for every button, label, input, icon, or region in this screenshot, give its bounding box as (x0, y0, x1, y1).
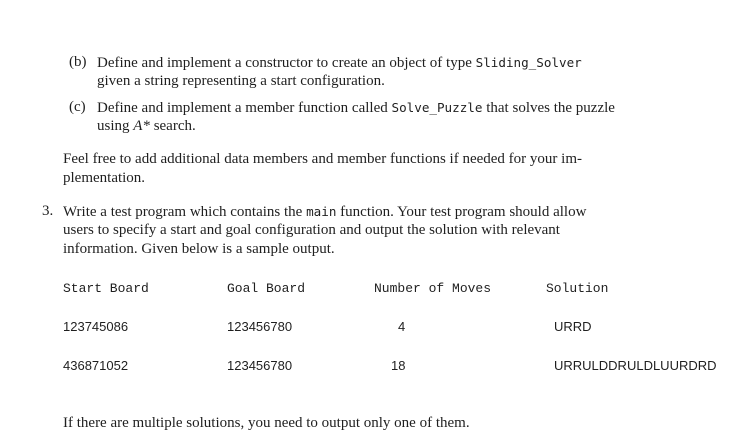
footer-text: If there are multiple solutions, you need to output only one of them. (63, 415, 470, 431)
row-2-start: 436871052 (63, 358, 129, 373)
item-3-text: Write a test program which contains the (63, 204, 307, 220)
item-3-line-2: users to specify a start and goal configuration and output the solution with relevant (63, 222, 560, 238)
item-3-label: 3. (42, 203, 54, 219)
item-3-code-main: main (306, 204, 337, 219)
item-b-line-1 (97, 53, 582, 73)
item-c-text: Define and implement a member function called (97, 100, 392, 116)
row-2-goal: 123456780 (227, 358, 293, 373)
note-line-1: Feel free to add additional data members and member functions if needed for your im- (63, 151, 582, 167)
item-b-code-sliding-solver: Sliding_Solver (475, 55, 582, 70)
note-line-2: plementation. (63, 170, 146, 186)
header-number-of-moves: Number of Moves (374, 281, 492, 296)
item-c-text-4: search. (149, 118, 196, 134)
item-c-math-a-star: A* (133, 118, 150, 134)
row-2-solution: URRULDDRULDLUURDRD (554, 358, 717, 373)
item-c-line-1 (97, 98, 615, 118)
item-3-line-1 (63, 202, 586, 222)
item-c-code-solve-puzzle: Solve_Puzzle (391, 100, 483, 115)
item-b-line-2: given a string representing a start configuration. (97, 73, 385, 89)
row-1-moves: 4 (398, 319, 406, 334)
header-solution: Solution (546, 281, 609, 296)
item-c-text-3: using (97, 118, 134, 134)
item-c-text-2: that solves the puzzle (482, 100, 615, 116)
row-2-moves: 18 (391, 358, 406, 373)
item-b-label: (b) (69, 54, 87, 70)
row-1-goal: 123456780 (227, 319, 293, 334)
item-b-text: Define and implement a constructor to create an object of type (97, 55, 476, 71)
item-c-line-2 (97, 117, 196, 136)
header-goal-board: Goal Board (227, 281, 306, 296)
item-3-text-2: function. Your test program should allow (336, 204, 587, 220)
row-1-solution: URRD (554, 319, 592, 334)
item-c-label: (c) (69, 99, 86, 115)
item-3-line-3: information. Given below is a sample output. (63, 241, 335, 257)
row-1-start: 123745086 (63, 319, 129, 334)
header-start-board: Start Board (63, 281, 149, 296)
